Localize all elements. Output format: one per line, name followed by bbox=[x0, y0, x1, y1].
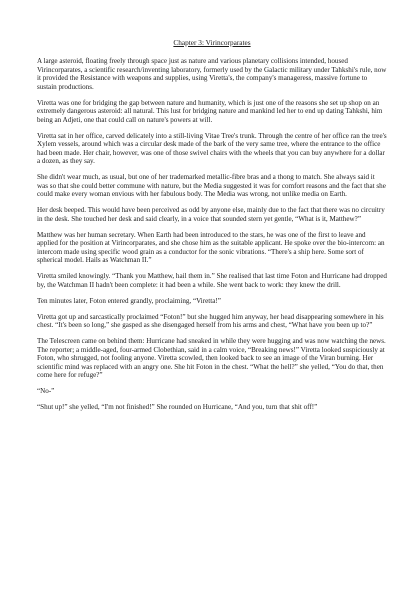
chapter-title: Chapter 3: Virincorparates bbox=[173, 38, 251, 47]
paragraph: Her desk beeped. This would have been perceived as odd by anyone else, mainly due to the fact that there was no circuitry in the desk. She touched her desk and said clearly, in a voice that sounded stern yet gentle, “What is it, Matthew?” bbox=[37, 206, 385, 223]
paragraph: Viretta was one for bridging the gap between nature and humanity, which is just one of the reasons she set up shop on an extremely dangerous asteroid: all natural. This lust for bridging nature and mankind led her to end up dating Tahkshi, him being an Adjeti, one that could call on nature's powers at will. bbox=[37, 98, 383, 124]
paragraph: Viretta smiled knowingly. “Thank you Matthew, hail them in.” She realised that last time Foton and Hurricane had dropped by, the Watchman II hadn't been complete: it had been a while. She went back to work: they knew the drill. bbox=[37, 272, 387, 289]
paragraph: A large asteroid, floating freely through space just as nature and various planetary collisions intended, housed Virincorparates, a scientific research/inventing laboratory, formerly used by the Galactic military under Tahkshi's rule, now it provided the Resistance with weapons and supplies, using Viretta's, the company's manageress, massive fortune to sustain productions. bbox=[37, 57, 387, 91]
paragraph: “No-” bbox=[37, 387, 55, 396]
document-page bbox=[37, 38, 387, 419]
paragraph: The Telescreen came on behind them: Hurricane had sneaked in while they were hugging and was now watching the news. The reporter; a middle-aged, four-armed Clobethian, said in a calm voice, “Breaking news!” Viretta looked suspiciously at Foton, who shrugged, not fooling anyone. Viretta scowled, then looked back to see an image of the Viran burning. Her scientific mind was replaced with an angry one. She hit Foton in the chest. “What the hell?” she yelled, “You do that, then come here for refuge?” bbox=[37, 337, 386, 380]
paragraph: Ten minutes later, Foton entered grandly, proclaiming, “Viretta!” bbox=[37, 296, 221, 305]
paragraph: “Shut up!” she yelled, “I'm not finished!” She rounded on Hurricane, “And you, turn that shit off!” bbox=[37, 403, 318, 412]
paragraph: Matthew was her human secretary. When Earth had been introduced to the stars, he was one of the first to leave and applied for the position at Virincorparates, and she chose him as the suitable applicant. He spoke over the bio-intercom: an intercom made using specific wood grain as a conductor for the sonic vibrations. “There's a ship here. Some sort of spherical model. Hails as Watchman II.” bbox=[37, 230, 385, 265]
paragraph: Viretta got up and sarcastically proclaimed “Foton!” but she hugged him anyway, her head disappearing somewhere in his chest. “It's been so long,” she gasped as she disengaged herself from his arms and chest, “What have you been up to?” bbox=[37, 312, 384, 330]
paragraph: Viretta sat in her office, carved delicately into a still-living Vitae Tree's trunk. Through the centre of her office ran the tree's Xylem vessels, around which was a circular desk made of the bark of the very same tree, where the entrance to the office had been made. Her chair, however, was one of those swivel chairs with the wheels that you can buy anywhere for a dollar a dozen, as they say. bbox=[37, 131, 387, 166]
paragraph: She didn't wear much, as usual, but one of her trademarked metallic-fibre bras and a thong to match. She always said it was so that she could better commune with nature, but the Media suggested it was for comfort reasons and the fact that she could make every woman envious with her fabulous body. The Media was wrong, not unlike media on Earth. bbox=[37, 173, 386, 199]
